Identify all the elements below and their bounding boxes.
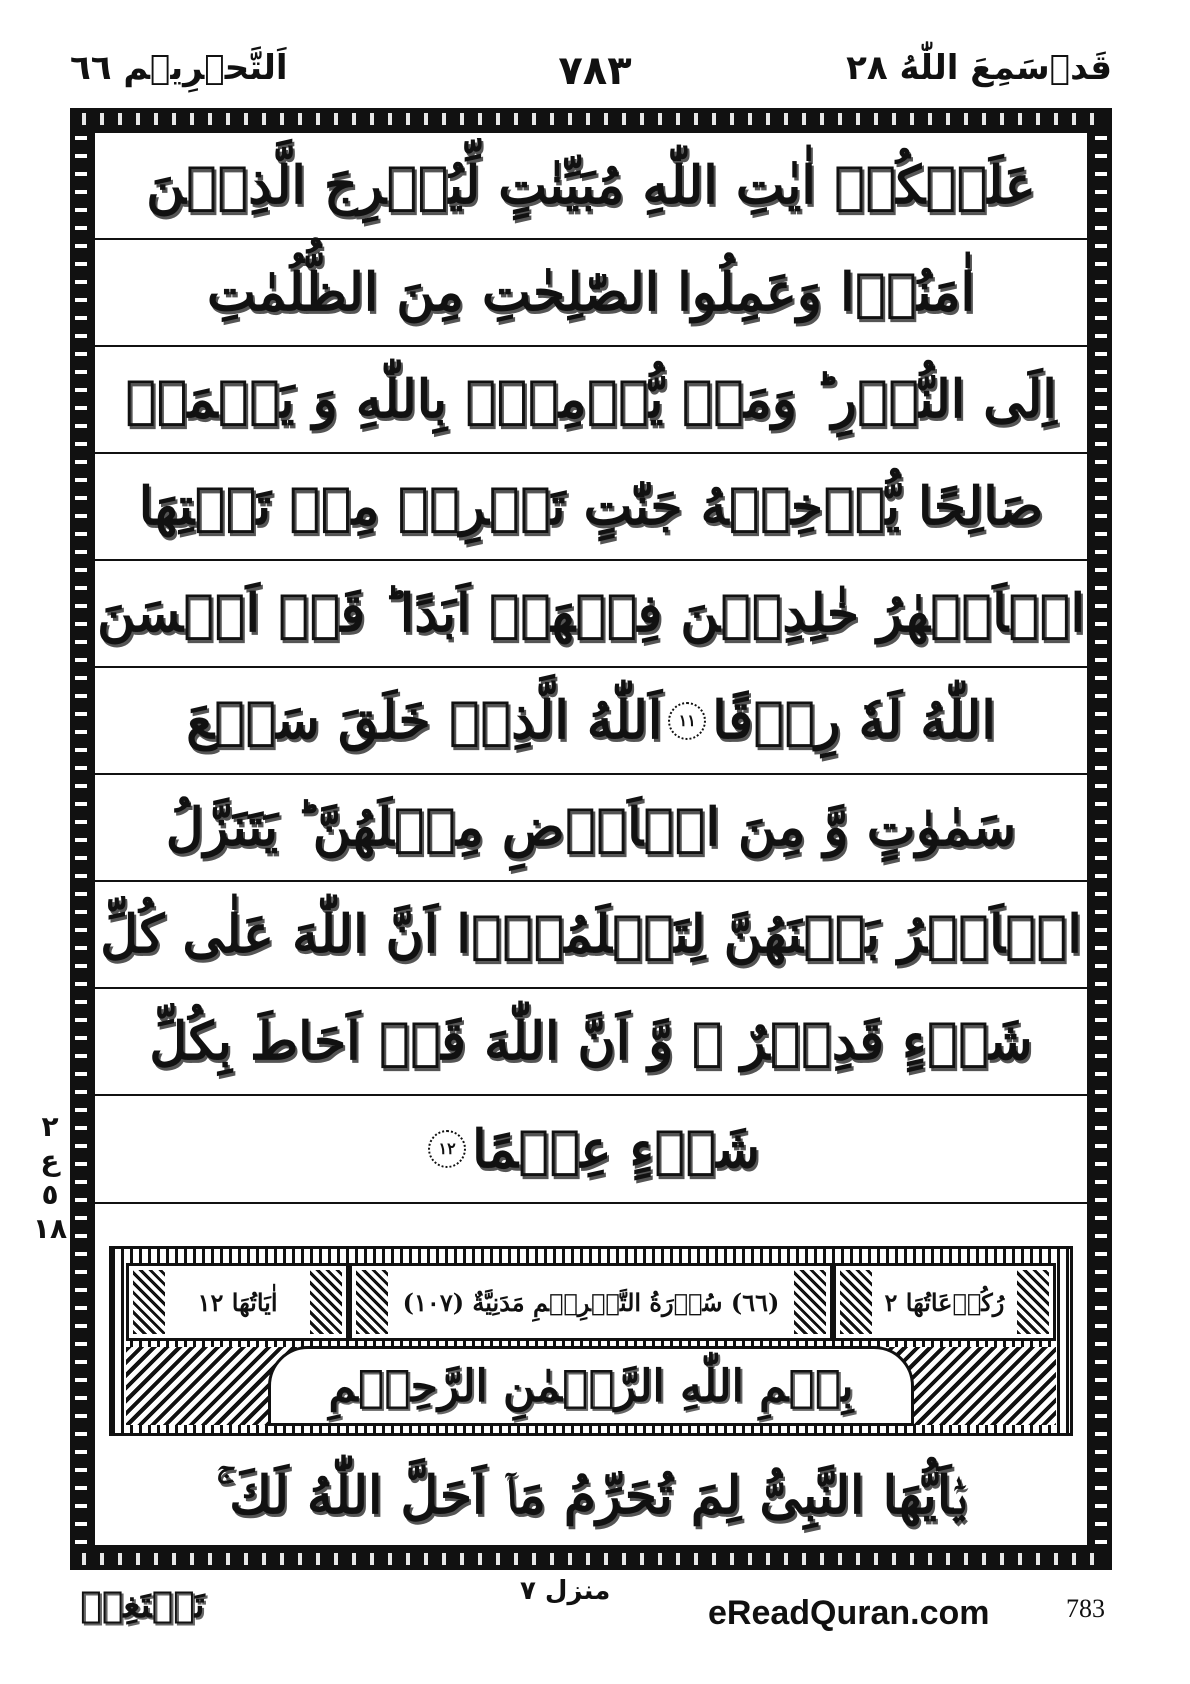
- ornament-top-border: [76, 113, 1106, 125]
- knot-ornament-icon: [356, 1270, 388, 1334]
- manzil-label: منزل ٧: [520, 1576, 611, 1606]
- text-line-6-end: اَللّٰهُ الَّذِىۡ خَلَقَ سَبۡعَ: [186, 690, 663, 751]
- surah-header-box: [109, 1246, 1073, 1436]
- text-area: [92, 130, 1090, 1548]
- text-line-1: عَلَيۡكُمۡ اٰيٰتِ اللّٰهِ مُبَيِّنٰتٍ لِّيُخۡرِجَ الَّذِيۡنَ: [95, 133, 1087, 240]
- text-line-7: سَمٰوٰتٍ وَّ مِنَ الۡاَرۡضِ مِثۡلَهُنَّ ؕ يَتَنَزَّلُ: [95, 775, 1087, 882]
- text-line-5: الۡاَنۡهٰرُ خٰلِدِيۡنَ فِيۡهَاۤ اَبَدًا ؕ قَدۡ اَحۡسَنَ: [95, 561, 1087, 668]
- text-line-6: [95, 668, 1087, 775]
- ruku-marker-top: ٢: [41, 1110, 59, 1143]
- ruku-marker: [30, 1110, 70, 1246]
- text-line-8: الۡاَمۡرُ بَيۡنَهُنَّ لِتَعۡلَمُوۡۤا اَنَّ اللّٰهَ عَلٰى كُلِّ: [95, 882, 1087, 989]
- surah-label: اَلتَّحۡرِيۡم ٦٦: [70, 48, 288, 88]
- text-line-3: اِلَى النُّوۡرِ ؕ وَمَنۡ يُّؤۡمِنۡۢ بِاللّٰهِ وَ يَعۡمَلۡ: [95, 347, 1087, 454]
- ruku-count-cell: [833, 1263, 1056, 1341]
- catchword: تَبۡتَغِىۡ: [80, 1584, 205, 1626]
- text-line-9: شَىۡءٍ قَدِيۡرٌ ۙ وَّ اَنَّ اللّٰهَ قَدۡ اَحَاطَ بِكُلِّ: [95, 989, 1087, 1096]
- ayat-count-cell: [126, 1263, 349, 1341]
- text-line-first-ayah: يٰۤاَيُّهَا النَّبِىُّ لِمَ تُحَرِّمُ مَاۤ اَحَلَّ اللّٰهُ لَكَ ۚ: [216, 1464, 966, 1526]
- text-line-4: صَالِحًا يُّدۡخِلۡهُ جَنّٰتٍ تَجۡرِىۡ مِنۡ تَحۡتِهَا: [95, 454, 1087, 561]
- page-number: 783: [1066, 1594, 1105, 1623]
- ayah-end-marker-11: ١١: [668, 702, 706, 740]
- text-line-2: اٰمَنُوۡا وَعَمِلُوا الصّٰلِحٰتِ مِنَ الظُّلُمٰتِ: [95, 240, 1087, 347]
- page-number-arabic: ٧٨٣: [558, 48, 632, 94]
- knot-ornament-icon: [840, 1270, 872, 1334]
- knot-ornament-icon: [310, 1270, 342, 1334]
- text-line-10: [95, 1096, 1087, 1204]
- ornament-left-border: [75, 130, 87, 1548]
- ornament-bottom-border: [76, 1553, 1106, 1565]
- ornament-right-border: [1095, 130, 1107, 1548]
- surah-info-row: [126, 1263, 1056, 1341]
- knot-ornament-icon: [133, 1270, 165, 1334]
- para-label: قَدۡسَمِعَ اللّٰهُ ٢٨: [846, 48, 1112, 88]
- surah-title: (٦٦) سُوۡرَةُ التَّحۡرِيۡمِ مَدَنِيَّةٌ (١٠٧): [402, 1287, 780, 1317]
- ayah-end-marker-12: ١٢: [428, 1130, 466, 1168]
- text-line-6-start: اللّٰهُ لَهٗ رِزۡقًا: [712, 690, 996, 751]
- ayat-count: اٰيَاتُهَا ١٢: [197, 1287, 278, 1317]
- ruku-marker-bottom: ١٨: [32, 1212, 68, 1245]
- site-watermark: eReadQuran.com: [708, 1594, 990, 1632]
- text-line-10-words: شَىۡءٍ عِلۡمًا: [472, 1118, 760, 1180]
- page-frame: [70, 108, 1112, 1570]
- bismillah-row: [126, 1347, 1056, 1425]
- knot-ornament-icon: [1017, 1270, 1049, 1334]
- knot-ornament-icon: [794, 1270, 826, 1334]
- bismillah: بِسۡمِ اللّٰهِ الرَّحۡمٰنِ الرَّحِيۡمِ: [268, 1346, 914, 1426]
- ruku-count: رُكُوۡعَاتُهَا ٢: [884, 1287, 1005, 1317]
- ruku-marker-mid: ع ٥: [40, 1144, 60, 1211]
- surah-title-cell: [349, 1263, 833, 1341]
